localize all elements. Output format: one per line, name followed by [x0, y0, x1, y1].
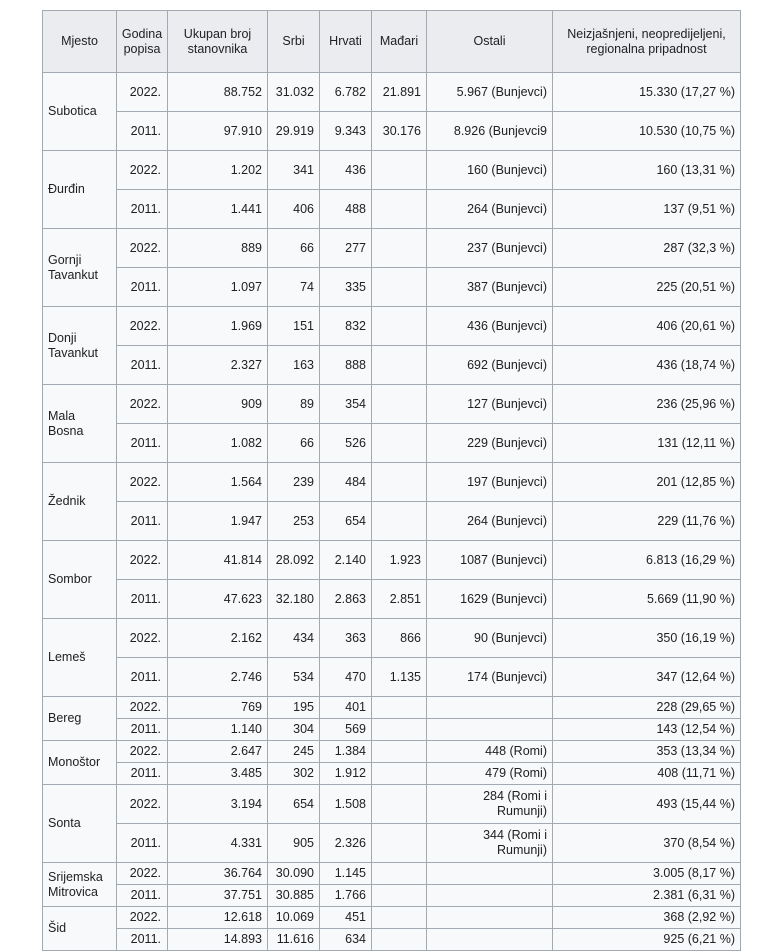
madari-cell: 21.891 [372, 73, 427, 112]
col-header-hrvati[interactable]: Hrvati [320, 11, 372, 73]
table-row [43, 824, 741, 863]
neizjasnjeni-cell: 143 (12,54 %) [553, 719, 741, 741]
srbi-cell: 11.616 [268, 929, 320, 951]
year-cell: 2022. [117, 385, 168, 424]
census-table-container [42, 10, 741, 951]
neizjasnjeni-cell: 287 (32,3 %) [553, 229, 741, 268]
total-cell: 769 [168, 697, 268, 719]
srbi-cell: 434 [268, 619, 320, 658]
ostali-cell: 1087 (Bunjevci) [427, 541, 553, 580]
total-cell: 1.564 [168, 463, 268, 502]
year-cell: 2011. [117, 190, 168, 229]
table-row [43, 112, 741, 151]
srbi-cell: 30.090 [268, 863, 320, 885]
neizjasnjeni-cell: 2.381 (6,31 %) [553, 885, 741, 907]
madari-cell: 1.923 [372, 541, 427, 580]
hrvati-cell: 363 [320, 619, 372, 658]
madari-cell [372, 824, 427, 863]
neizjasnjeni-cell: 368 (2,92 %) [553, 907, 741, 929]
table-row [43, 719, 741, 741]
census-table [42, 10, 741, 951]
ostali-cell: 387 (Bunjevci) [427, 268, 553, 307]
table-row [43, 929, 741, 951]
table-row [43, 863, 741, 885]
madari-cell: 866 [372, 619, 427, 658]
total-cell: 2.327 [168, 346, 268, 385]
year-cell: 2011. [117, 112, 168, 151]
ostali-cell: 90 (Bunjevci) [427, 619, 553, 658]
table-row [43, 541, 741, 580]
year-cell: 2022. [117, 541, 168, 580]
neizjasnjeni-cell: 406 (20,61 %) [553, 307, 741, 346]
srbi-cell: 163 [268, 346, 320, 385]
neizjasnjeni-cell: 137 (9,51 %) [553, 190, 741, 229]
total-cell: 909 [168, 385, 268, 424]
hrvati-cell: 354 [320, 385, 372, 424]
neizjasnjeni-cell: 229 (11,76 %) [553, 502, 741, 541]
table-row [43, 580, 741, 619]
place-cell: Sombor [43, 541, 117, 619]
ostali-cell [427, 697, 553, 719]
ostali-cell: 5.967 (Bunjevci) [427, 73, 553, 112]
madari-cell [372, 785, 427, 824]
hrvati-cell: 1.384 [320, 741, 372, 763]
col-header-neizjasnjeni[interactable]: Neizjašnjeni, neopredijeljeni, regionalna pripadnost [553, 11, 741, 73]
neizjasnjeni-cell: 6.813 (16,29 %) [553, 541, 741, 580]
madari-cell [372, 907, 427, 929]
srbi-cell: 66 [268, 424, 320, 463]
table-row [43, 658, 741, 697]
srbi-cell: 239 [268, 463, 320, 502]
srbi-cell: 341 [268, 151, 320, 190]
hrvati-cell: 488 [320, 190, 372, 229]
srbi-cell: 31.032 [268, 73, 320, 112]
hrvati-cell: 634 [320, 929, 372, 951]
madari-cell [372, 151, 427, 190]
table-row [43, 763, 741, 785]
table-row [43, 385, 741, 424]
total-cell: 88.752 [168, 73, 268, 112]
year-cell: 2022. [117, 463, 168, 502]
total-cell: 2.647 [168, 741, 268, 763]
madari-cell [372, 229, 427, 268]
madari-cell [372, 190, 427, 229]
col-header-ukupno[interactable]: Ukupan broj stanovnika [168, 11, 268, 73]
place-cell: Šid [43, 907, 117, 951]
place-cell: Subotica [43, 73, 117, 151]
table-row [43, 907, 741, 929]
ostali-cell: 174 (Bunjevci) [427, 658, 553, 697]
place-cell: Đurđin [43, 151, 117, 229]
year-cell: 2022. [117, 73, 168, 112]
madari-cell [372, 719, 427, 741]
srbi-cell: 10.069 [268, 907, 320, 929]
neizjasnjeni-cell: 5.669 (11,90 %) [553, 580, 741, 619]
table-body [43, 73, 741, 951]
neizjasnjeni-cell: 228 (29,65 %) [553, 697, 741, 719]
year-cell: 2011. [117, 885, 168, 907]
madari-cell [372, 424, 427, 463]
col-header-mjesto[interactable]: Mjesto [43, 11, 117, 73]
table-row [43, 346, 741, 385]
ostali-cell [427, 929, 553, 951]
total-cell: 97.910 [168, 112, 268, 151]
year-cell: 2022. [117, 619, 168, 658]
ostali-cell: 127 (Bunjevci) [427, 385, 553, 424]
year-cell: 2011. [117, 580, 168, 619]
place-cell: Srijemska Mitrovica [43, 863, 117, 907]
table-row [43, 619, 741, 658]
madari-cell [372, 346, 427, 385]
srbi-cell: 245 [268, 741, 320, 763]
madari-cell [372, 863, 427, 885]
hrvati-cell: 1.145 [320, 863, 372, 885]
ostali-cell: 8.926 (Bunjevci9 [427, 112, 553, 151]
table-row [43, 307, 741, 346]
table-row [43, 741, 741, 763]
hrvati-cell: 1.766 [320, 885, 372, 907]
ostali-cell: 284 (Romi i Rumunji) [427, 785, 553, 824]
total-cell: 889 [168, 229, 268, 268]
srbi-cell: 30.885 [268, 885, 320, 907]
neizjasnjeni-cell: 10.530 (10,75 %) [553, 112, 741, 151]
srbi-cell: 195 [268, 697, 320, 719]
place-cell: Lemeš [43, 619, 117, 697]
madari-cell [372, 502, 427, 541]
hrvati-cell: 654 [320, 502, 372, 541]
ostali-cell: 264 (Bunjevci) [427, 502, 553, 541]
srbi-cell: 89 [268, 385, 320, 424]
srbi-cell: 32.180 [268, 580, 320, 619]
neizjasnjeni-cell: 436 (18,74 %) [553, 346, 741, 385]
year-cell: 2011. [117, 658, 168, 697]
neizjasnjeni-cell: 370 (8,54 %) [553, 824, 741, 863]
madari-cell [372, 929, 427, 951]
neizjasnjeni-cell: 15.330 (17,27 %) [553, 73, 741, 112]
total-cell: 14.893 [168, 929, 268, 951]
ostali-cell [427, 885, 553, 907]
ostali-cell [427, 719, 553, 741]
table-row [43, 885, 741, 907]
total-cell: 41.814 [168, 541, 268, 580]
table-row [43, 151, 741, 190]
year-cell: 2022. [117, 229, 168, 268]
srbi-cell: 302 [268, 763, 320, 785]
col-header-godina[interactable]: Godina popisa [117, 11, 168, 73]
total-cell: 2.162 [168, 619, 268, 658]
neizjasnjeni-cell: 353 (13,34 %) [553, 741, 741, 763]
madari-cell: 1.135 [372, 658, 427, 697]
hrvati-cell: 832 [320, 307, 372, 346]
srbi-cell: 406 [268, 190, 320, 229]
madari-cell: 30.176 [372, 112, 427, 151]
year-cell: 2022. [117, 741, 168, 763]
neizjasnjeni-cell: 408 (11,71 %) [553, 763, 741, 785]
place-cell: Žednik [43, 463, 117, 541]
col-header-madari[interactable]: Mađari [372, 11, 427, 73]
ostali-cell: 344 (Romi i Rumunji) [427, 824, 553, 863]
ostali-cell: 1629 (Bunjevci) [427, 580, 553, 619]
table-row [43, 268, 741, 307]
madari-cell [372, 307, 427, 346]
header-row [43, 11, 741, 73]
total-cell: 3.485 [168, 763, 268, 785]
total-cell: 1.969 [168, 307, 268, 346]
total-cell: 1.947 [168, 502, 268, 541]
table-row [43, 785, 741, 824]
place-cell: Donji Tavankut [43, 307, 117, 385]
col-header-ostali[interactable]: Ostali [427, 11, 553, 73]
hrvati-cell: 2.140 [320, 541, 372, 580]
year-cell: 2011. [117, 763, 168, 785]
total-cell: 4.331 [168, 824, 268, 863]
place-cell: Gornji Tavankut [43, 229, 117, 307]
year-cell: 2011. [117, 424, 168, 463]
ostali-cell [427, 907, 553, 929]
neizjasnjeni-cell: 225 (20,51 %) [553, 268, 741, 307]
ostali-cell [427, 863, 553, 885]
srbi-cell: 304 [268, 719, 320, 741]
neizjasnjeni-cell: 493 (15,44 %) [553, 785, 741, 824]
srbi-cell: 253 [268, 502, 320, 541]
year-cell: 2011. [117, 502, 168, 541]
total-cell: 2.746 [168, 658, 268, 697]
neizjasnjeni-cell: 201 (12,85 %) [553, 463, 741, 502]
srbi-cell: 534 [268, 658, 320, 697]
madari-cell [372, 385, 427, 424]
total-cell: 1.097 [168, 268, 268, 307]
madari-cell [372, 268, 427, 307]
total-cell: 47.623 [168, 580, 268, 619]
hrvati-cell: 436 [320, 151, 372, 190]
hrvati-cell: 277 [320, 229, 372, 268]
place-cell: Sonta [43, 785, 117, 863]
hrvati-cell: 2.326 [320, 824, 372, 863]
ostali-cell: 237 (Bunjevci) [427, 229, 553, 268]
madari-cell [372, 763, 427, 785]
srbi-cell: 66 [268, 229, 320, 268]
hrvati-cell: 401 [320, 697, 372, 719]
ostali-cell: 479 (Romi) [427, 763, 553, 785]
year-cell: 2011. [117, 824, 168, 863]
neizjasnjeni-cell: 350 (16,19 %) [553, 619, 741, 658]
ostali-cell: 197 (Bunjevci) [427, 463, 553, 502]
hrvati-cell: 1.508 [320, 785, 372, 824]
ostali-cell: 160 (Bunjevci) [427, 151, 553, 190]
col-header-srbi[interactable]: Srbi [268, 11, 320, 73]
madari-cell [372, 697, 427, 719]
year-cell: 2011. [117, 719, 168, 741]
madari-cell [372, 741, 427, 763]
ostali-cell: 692 (Bunjevci) [427, 346, 553, 385]
total-cell: 1.441 [168, 190, 268, 229]
hrvati-cell: 2.863 [320, 580, 372, 619]
table-row [43, 502, 741, 541]
total-cell: 37.751 [168, 885, 268, 907]
year-cell: 2022. [117, 863, 168, 885]
ostali-cell: 448 (Romi) [427, 741, 553, 763]
year-cell: 2022. [117, 307, 168, 346]
srbi-cell: 151 [268, 307, 320, 346]
table-row [43, 463, 741, 502]
srbi-cell: 654 [268, 785, 320, 824]
neizjasnjeni-cell: 131 (12,11 %) [553, 424, 741, 463]
year-cell: 2011. [117, 929, 168, 951]
year-cell: 2022. [117, 785, 168, 824]
total-cell: 1.202 [168, 151, 268, 190]
madari-cell [372, 885, 427, 907]
ostali-cell: 264 (Bunjevci) [427, 190, 553, 229]
table-row [43, 697, 741, 719]
neizjasnjeni-cell: 925 (6,21 %) [553, 929, 741, 951]
table-row [43, 190, 741, 229]
total-cell: 3.194 [168, 785, 268, 824]
hrvati-cell: 6.782 [320, 73, 372, 112]
srbi-cell: 74 [268, 268, 320, 307]
total-cell: 1.082 [168, 424, 268, 463]
year-cell: 2011. [117, 268, 168, 307]
total-cell: 12.618 [168, 907, 268, 929]
srbi-cell: 29.919 [268, 112, 320, 151]
hrvati-cell: 470 [320, 658, 372, 697]
hrvati-cell: 9.343 [320, 112, 372, 151]
hrvati-cell: 569 [320, 719, 372, 741]
hrvati-cell: 526 [320, 424, 372, 463]
year-cell: 2011. [117, 346, 168, 385]
table-row [43, 229, 741, 268]
place-cell: Monoštor [43, 741, 117, 785]
hrvati-cell: 888 [320, 346, 372, 385]
ostali-cell: 436 (Bunjevci) [427, 307, 553, 346]
year-cell: 2022. [117, 151, 168, 190]
place-cell: Bereg [43, 697, 117, 741]
hrvati-cell: 335 [320, 268, 372, 307]
place-cell: Mala Bosna [43, 385, 117, 463]
srbi-cell: 905 [268, 824, 320, 863]
table-row [43, 424, 741, 463]
neizjasnjeni-cell: 3.005 (8,17 %) [553, 863, 741, 885]
neizjasnjeni-cell: 347 (12,64 %) [553, 658, 741, 697]
madari-cell: 2.851 [372, 580, 427, 619]
srbi-cell: 28.092 [268, 541, 320, 580]
total-cell: 36.764 [168, 863, 268, 885]
hrvati-cell: 451 [320, 907, 372, 929]
neizjasnjeni-cell: 236 (25,96 %) [553, 385, 741, 424]
hrvati-cell: 1.912 [320, 763, 372, 785]
madari-cell [372, 463, 427, 502]
year-cell: 2022. [117, 907, 168, 929]
year-cell: 2022. [117, 697, 168, 719]
neizjasnjeni-cell: 160 (13,31 %) [553, 151, 741, 190]
hrvati-cell: 484 [320, 463, 372, 502]
ostali-cell: 229 (Bunjevci) [427, 424, 553, 463]
table-row [43, 73, 741, 112]
total-cell: 1.140 [168, 719, 268, 741]
